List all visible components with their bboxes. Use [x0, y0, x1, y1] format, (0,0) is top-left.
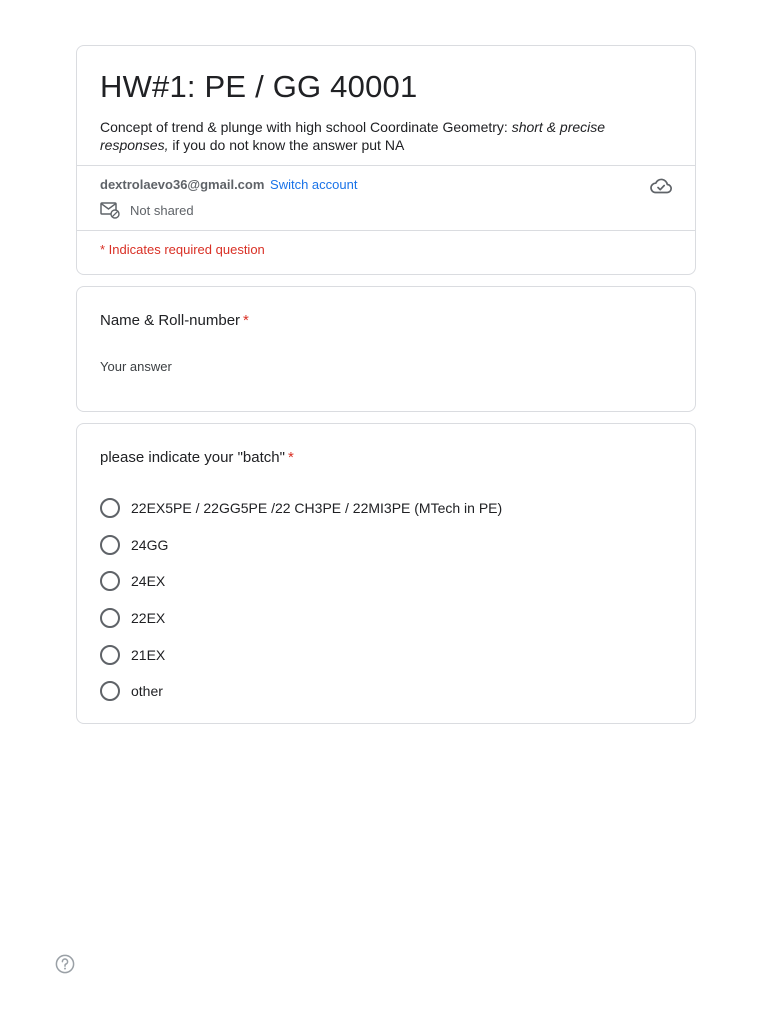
required-star: *	[243, 312, 249, 329]
radio-option-24ex[interactable]	[100, 563, 502, 600]
form-header-card	[76, 45, 696, 275]
form-description-tail: if you do not know the answer put NA	[168, 137, 405, 153]
radio-button[interactable]	[100, 681, 120, 701]
question-title-text: please indicate your "batch"	[100, 449, 285, 466]
required-note: * Indicates required question	[100, 242, 265, 257]
form-title: HW#1: PE / GG 40001	[100, 69, 418, 104]
form-description-text: Concept of trend & plunge with high school Coordinate Geometry:	[100, 119, 512, 135]
radio-button[interactable]	[100, 645, 120, 665]
radio-option-label: 24EX	[131, 573, 166, 590]
batch-radio-group	[100, 490, 502, 710]
radio-button[interactable]	[100, 535, 120, 555]
radio-option-label: other	[131, 683, 163, 700]
switch-account-link[interactable]: Switch account	[270, 177, 358, 192]
radio-option-label: 21EX	[131, 646, 166, 663]
question-card-batch	[76, 423, 696, 724]
radio-option-24gg[interactable]	[100, 527, 502, 564]
radio-button[interactable]	[100, 498, 120, 518]
radio-option-22ex[interactable]	[100, 600, 502, 637]
radio-option-21ex[interactable]	[100, 636, 502, 673]
question-title	[100, 312, 249, 329]
form-description	[100, 118, 660, 154]
radio-button[interactable]	[100, 571, 120, 591]
cloud-sync-icon[interactable]	[649, 176, 673, 196]
share-status-row	[100, 201, 194, 219]
required-star: *	[287, 449, 294, 466]
share-status-text: Not shared	[130, 202, 194, 218]
mail-not-shared-icon	[100, 201, 120, 219]
radio-option-mtech-pe[interactable]	[100, 490, 502, 527]
form-description-emphasis: short & precise responses,	[100, 119, 606, 153]
radio-option-label: 24GG	[131, 536, 169, 553]
name-roll-input[interactable]	[100, 359, 390, 374]
account-email: dextrolaevo36@gmail.com	[100, 177, 265, 192]
header-divider	[77, 165, 695, 166]
radio-option-other[interactable]	[100, 673, 502, 710]
help-icon[interactable]	[55, 954, 75, 974]
radio-button[interactable]	[100, 608, 120, 628]
radio-option-label: 22EX5PE / 22GG5PE /22 CH3PE / 22MI3PE (MTech in PE)	[131, 500, 503, 517]
account-divider	[77, 230, 695, 231]
account-row	[100, 177, 357, 193]
question-title-text: Name & Roll-number	[100, 312, 241, 329]
question-card-name	[76, 286, 696, 412]
radio-option-label: 22EX	[131, 610, 166, 627]
question-title	[100, 449, 294, 466]
